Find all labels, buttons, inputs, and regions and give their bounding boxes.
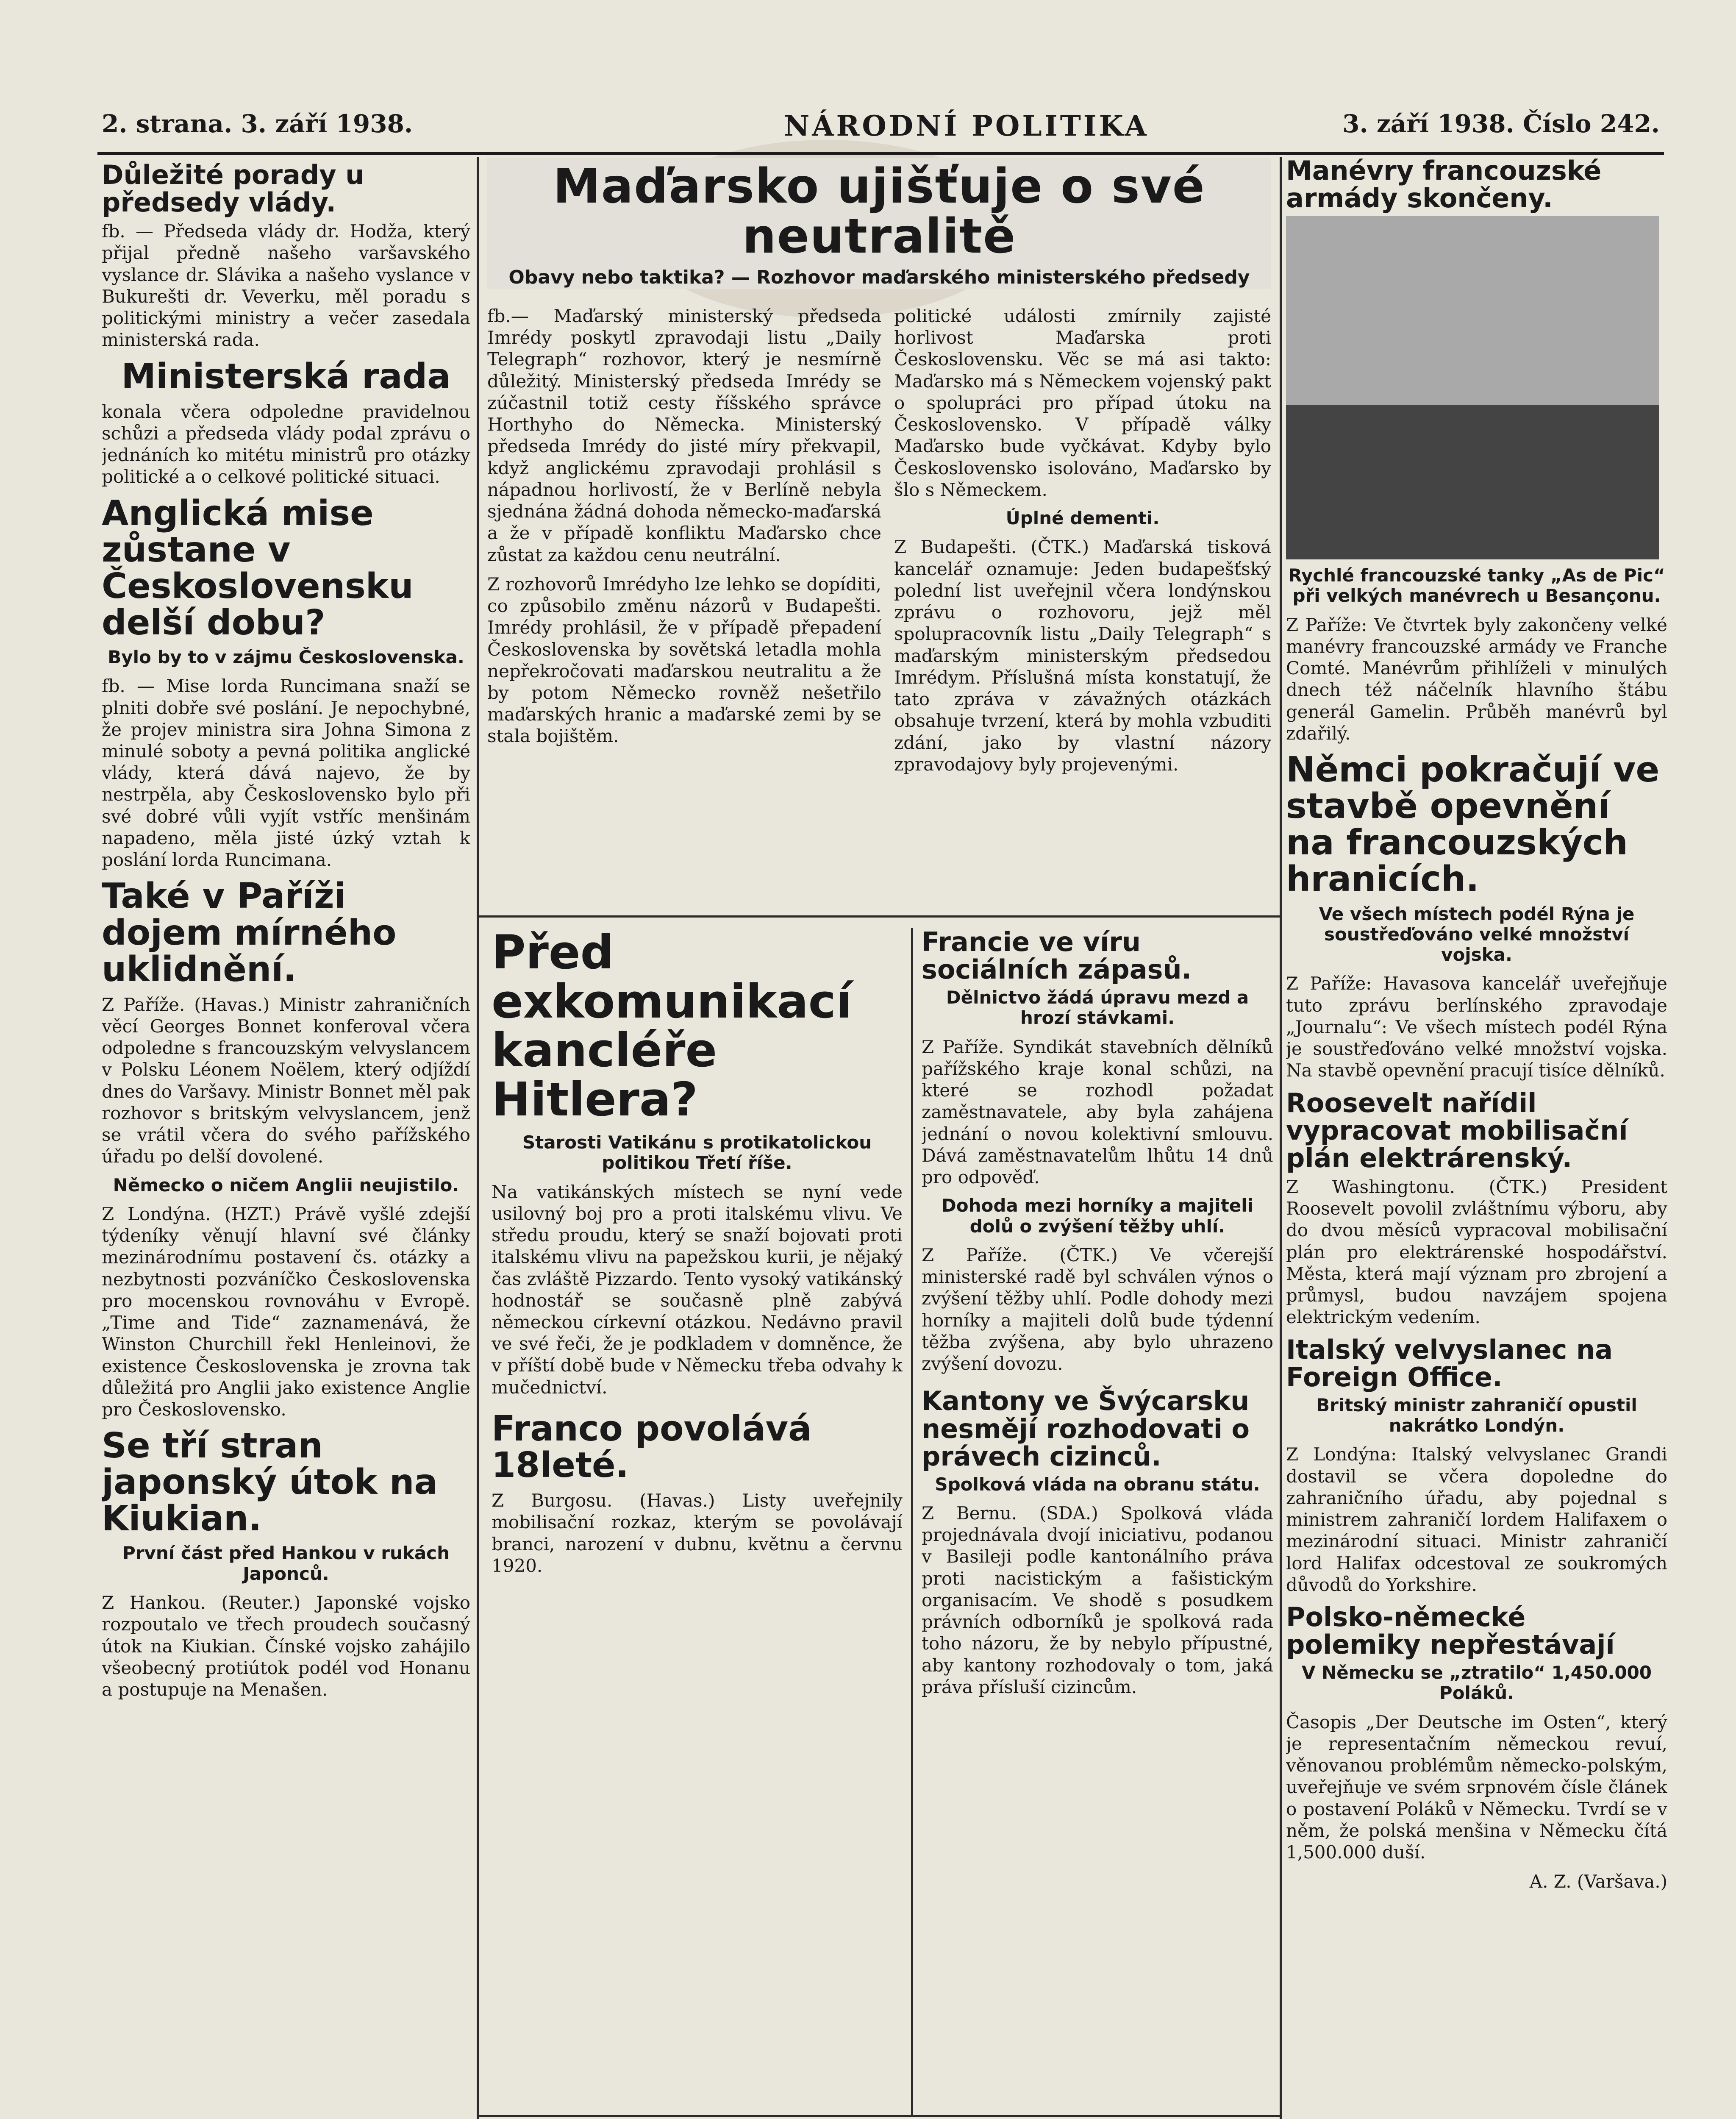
- header-date-left: 2. strana. 3. září 1938.: [102, 109, 413, 138]
- column-3-top: [894, 305, 1271, 907]
- article-signature: A. Z. (Varšava.): [1529, 1871, 1667, 1892]
- article-title: Důležité porady u předsedy vlády.: [102, 161, 364, 218]
- column-3-bottom: [922, 928, 1273, 2106]
- article-title: Před exkomunikací kancléře Hitlera?: [492, 928, 852, 1126]
- article-text: konala včera odpoledne pravidelnou schůzi a předseda vlády podal zprávu o jednáních ko mitétu ministrů pro otázky politické a o celkové politické situaci.: [102, 401, 470, 487]
- article-text: Z Washingtonu. (ČTK.) President Roosevelt povolil zvláštnímu výboru, aby do dvou měsíců vypracoval mobilisační plán pro elektrárenské hospodářství. Města, která mají význam pro zbrojení a průmysl, budou navzájem spojena elektrickým vedením.: [1286, 1176, 1667, 1328]
- article-title: Roosevelt nařídil vypracovat mobilisační plán elektrárenský.: [1286, 1087, 1628, 1174]
- article-title: Se tří stran japonský útok na Kiukian.: [102, 1426, 438, 1539]
- article-title: Také v Paříži dojem mírného uklidnění.: [102, 876, 397, 990]
- column-rule: [1280, 157, 1282, 2119]
- masthead-title: NÁRODNÍ POLITIKA: [784, 109, 1149, 142]
- article-text: Z Paříže. Syndikát stavebních dělníků pařížského kraje konal schůzi, na které se rozhodl požadat zaměstnavatele, aby byla zahájena jednání o novou kolektivní smlouvu. Dává zaměstnavatelům lhůtu 14 dnů pro odpověď.: [922, 1036, 1273, 1188]
- column-rule: [477, 157, 479, 2119]
- article-title: Italský velvyslanec na Foreign Office.: [1286, 1334, 1613, 1393]
- article-text: fb. — Mise lorda Runcimana snaží se plniti dobře své poslání. Je nepochybné, že projev ministra sira Johna Simona z minulé soboty a pevná politika anglické vlády, která dává najevo, že by nestrpěla, aby Československo bylo při své dobré vůli vyjít vstříc menšinám napadeno, měla jisté úzký vztah k poslání lorda Runcimana.: [102, 676, 470, 870]
- article-text: Z Londýna. (HZT.) Právě vyšlé zdejší týdeníky věnují hlavní své články mezinárodnímu postavení čs. otázky a nezbytnosti pozváníčko Československa pro mocenskou rovnováhu v Evropě. „Time and Tide“ zaznamenává, že Winston Churchill řekl Henleinovi, že existence Československa je zrovna tak důležitá pro Anglii jako existence Anglie pro Československo.: [102, 1203, 470, 1420]
- article-title: Anglická mise zůstane v Československu delší dobu?: [102, 493, 414, 643]
- article-subtitle: Dohoda mezi horníky a majiteli dolů o zvýšení těžby uhlí.: [941, 1195, 1254, 1237]
- article-title: Polsko-německé polemiky nepřestávají: [1286, 1601, 1615, 1660]
- article-title: Němci pokračují ve stavbě opevnění na francouzských hranicích.: [1286, 750, 1660, 900]
- article-text: Z Paříže: Havasova kancelář uveřejňuje tuto zprávu berlínského zpravodaje „Journalu“: Ve všech místech podél Rýna je soustřeďováno velké množství vojska. Na stavbě opevnění pracují tisíce dělníků.: [1286, 973, 1667, 1081]
- column-2-top: [487, 305, 881, 907]
- photo-foreground: [1286, 405, 1659, 560]
- photo-caption: Rychlé francouzské tanky „As de Pic“ při velkých manévrech u Besançonu.: [1288, 565, 1665, 606]
- article-title: Ministerská rada: [121, 356, 451, 397]
- article-subtitle: Úplné dementi.: [1005, 508, 1160, 529]
- article-text: Z Paříže. (Havas.) Ministr zahraničních věcí Georges Bonnet konferoval včera odpoledne s francouzským velvyslancem v Polsku Léonem Noëlem, který odjíždí dnes do Varšavy. Ministr Bonnet měl pak rozhovor s britským velvyslancem, jenž se vrátil včera do svého pařížského úřadu po delší dovolené.: [102, 994, 470, 1167]
- tanks-photo: [1286, 216, 1659, 559]
- article-text: Časopis „Der Deutsche im Osten“, který je representačním německou revuí, věnovanou problémům německo-polským, uveřejňuje ve svém srpnovém čísle článek o postavení Poláků v Německu. Tvrdí se v něm, že polská menšina v Německu čítá 1,500.000 duší.: [1286, 1711, 1667, 1863]
- article-text: fb.— Maďarský ministerský předseda Imrédy poskytl zpravodaji listu „Daily Telegraph“ rozhovor, který je nesmírně důležitý. Ministerský předseda Imrédy se zúčastnil totiž cesty říšského správce Horthyho do Německa. Ministerský předseda Imrédy do jisté míry překvapil, když anglickému zpravodaji prohlásil s nápadnou horlivostí, že v Berlíně nebyla sjednána žádná dohoda německo-maďarská a že v případě konfliktu Maďarsko chce zůstat za každou cenu neutrální.: [487, 306, 881, 565]
- column-4: [1286, 157, 1667, 2119]
- article-subtitle: Britský ministr zahraničí opustil nakrátko Londýn.: [1316, 1394, 1637, 1436]
- article-subtitle: Ve všech místech podél Rýna je soustřeďováno velké množství vojska.: [1319, 903, 1635, 965]
- article-title: Franco povolává 18leté.: [492, 1408, 812, 1486]
- photo-background: [1286, 216, 1659, 405]
- article-text: Z Paříže: Ve čtvrtek byly zakončeny velké manévry francouzské armády ve Franche Comté. Manévrům přihlíželi v minulých dnech též náčelník hlavního štábu generál Gamelin. Průběh manévrů byl zdařilý.: [1286, 614, 1667, 744]
- article-text: Na vatikánských místech se nyní vede usilovný boj pro a proti italskému vlivu. Ve středu proudu, který se snaží bojovati proti italskému vlivu na papežskou kurii, je nějaký čas zvláště Pizzardo. Tento vysoký vatikánský hodnostář se současně plně zabývá německou církevní otázkou. Nedávno pravil ve své řeči, že je podkladem v domněnce, že v příští době bude v Německu třeba odvahy k mučednictví.: [492, 1181, 903, 1398]
- article-subtitle: Německo o ničem Anglii neujistilo.: [113, 1174, 459, 1196]
- article-text: Z Londýna: Italský velvyslanec Grandi dostavil se včera dopoledne do zahraničního úřadu, aby pojednal s ministrem zahraničí lordem Halifaxem o mezinárodní situaci. Ministr zahraničí lord Halifax odcestoval ze soukromých důvodů do Yorkshire.: [1286, 1444, 1667, 1595]
- lead-deck: Obavy nebo taktika? — Rozhovor maďarského ministerského předsedy: [508, 267, 1250, 289]
- column-rule: [911, 928, 913, 2115]
- article-text: fb. — Předseda vlády dr. Hodža, který přijal předně našeho varšavského vyslance dr. Slávika a našeho vyslance v Bukurešti dr. Veverku, měl poradu s politickými ministry a večer zasedala ministerská rada.: [102, 221, 470, 350]
- article-text: Z Budapešti. (ČTK.) Maďarská tisková kancelář oznamuje: Jeden budapešťský polední list uveřejnil včera londýnskou zprávu o rozhovoru, jejž měl spolupracovník listu „Daily Telegraph“ s maďarským ministerským předsedou Imrédym. Příslušná místa konstatují, že tato zpráva v závažných otázkách obsahuje tvrzení, která by mohla vzbuditi zdání, jako by vlastní názory zpravodajovy byly projevenými.: [894, 537, 1271, 775]
- column-2-bottom: [492, 928, 903, 2106]
- page-header: [97, 109, 1664, 155]
- article-text: Z Paříže. (ČTK.) Ve včerejší ministerské radě byl schválen výnos o zvýšení těžby uhlí. Podle dohody mezi horníky a majiteli dolů bude týdenní těžba zvýšena, aby bylo uhrazeno zvýšení dovozu.: [922, 1245, 1273, 1374]
- lead-banner: [487, 158, 1271, 289]
- section-rule: [479, 2115, 1280, 2117]
- article-title: Manévry francouzské armády skončeny.: [1286, 157, 1602, 214]
- article-title: Kantony ve Švýcarsku nesmějí rozhodovati o právech cizinců.: [922, 1385, 1250, 1472]
- article-subtitle: Bylo by to v zájmu Československa.: [108, 647, 464, 667]
- article-text: Z Hankou. (Reuter.) Japonské vojsko rozpoutalo ve třech proudech současný útok na Kiukian. Čínské vojsko zahájilo všeobecný protiútok podél vod Honanu a postupuje na Menašen.: [102, 1592, 470, 1700]
- article-subtitle: V Německu se „ztratilo“ 1,450.000 Poláků.: [1301, 1662, 1652, 1704]
- article-text: Z rozhovorů Imrédyho lze lehko se dopíditi, co způsobilo změnu názorů v Budapešti. Imrédy prohlásil, že v případě přepadení Československa by sovětská letadla mohla nepřekročovati maďarskou neutralitu a že by potom Německo rovněž nešetřilo maďarských hranic a maďarské zemi by se stala bojištěm.: [487, 573, 881, 747]
- article-subtitle: Spolková vláda na obranu státu.: [935, 1474, 1260, 1495]
- column-1: [102, 161, 470, 2119]
- lead-headline: Maďarsko ujišťuje o své neutralitě: [553, 159, 1205, 264]
- header-date-right: 3. září 1938. Číslo 242.: [1342, 109, 1660, 138]
- article-subtitle: Dělnictvo žádá úpravu mezd a hrozí stávkami.: [946, 987, 1249, 1029]
- section-rule: [479, 915, 1280, 918]
- article-subtitle: Starosti Vatikánu s protikatolickou politikou Třetí říše.: [522, 1132, 872, 1174]
- article-title: Francie ve víru sociálních zápasů.: [922, 928, 1192, 985]
- article-subtitle: První část před Hankou v rukách Japonců.: [122, 1543, 450, 1584]
- article-text: Z Bernu. (SDA.) Spolková vláda projednávala dvojí iniciativu, podanou v Basileji podle kantonálního práva proti nacistickým a fašistickým organisacím. Ve shodě s posudkem právních odborníků je spolková rada toho názoru, že by nebylo přípustné, aby kantony rozhodovaly o tom, jaká práva přísluší cizincům.: [922, 1503, 1273, 1697]
- article-text: Z Burgosu. (Havas.) Listy uveřejnily mobilisační rozkaz, kterým se povolávají branci, narození v dubnu, květnu a červnu 1920.: [492, 1490, 903, 1576]
- article-text: politické události zmírnily zajisté horlivost Maďarska proti Československu. Věc se má asi takto: Maďarsko má s Německem vojenský pakt o spolupráci pro případ útoku na Československo. V případě války Maďarsko bude vyčkávat. Kdyby bylo Československo isolováno, Maďarsko by šlo s Německem.: [894, 306, 1271, 500]
